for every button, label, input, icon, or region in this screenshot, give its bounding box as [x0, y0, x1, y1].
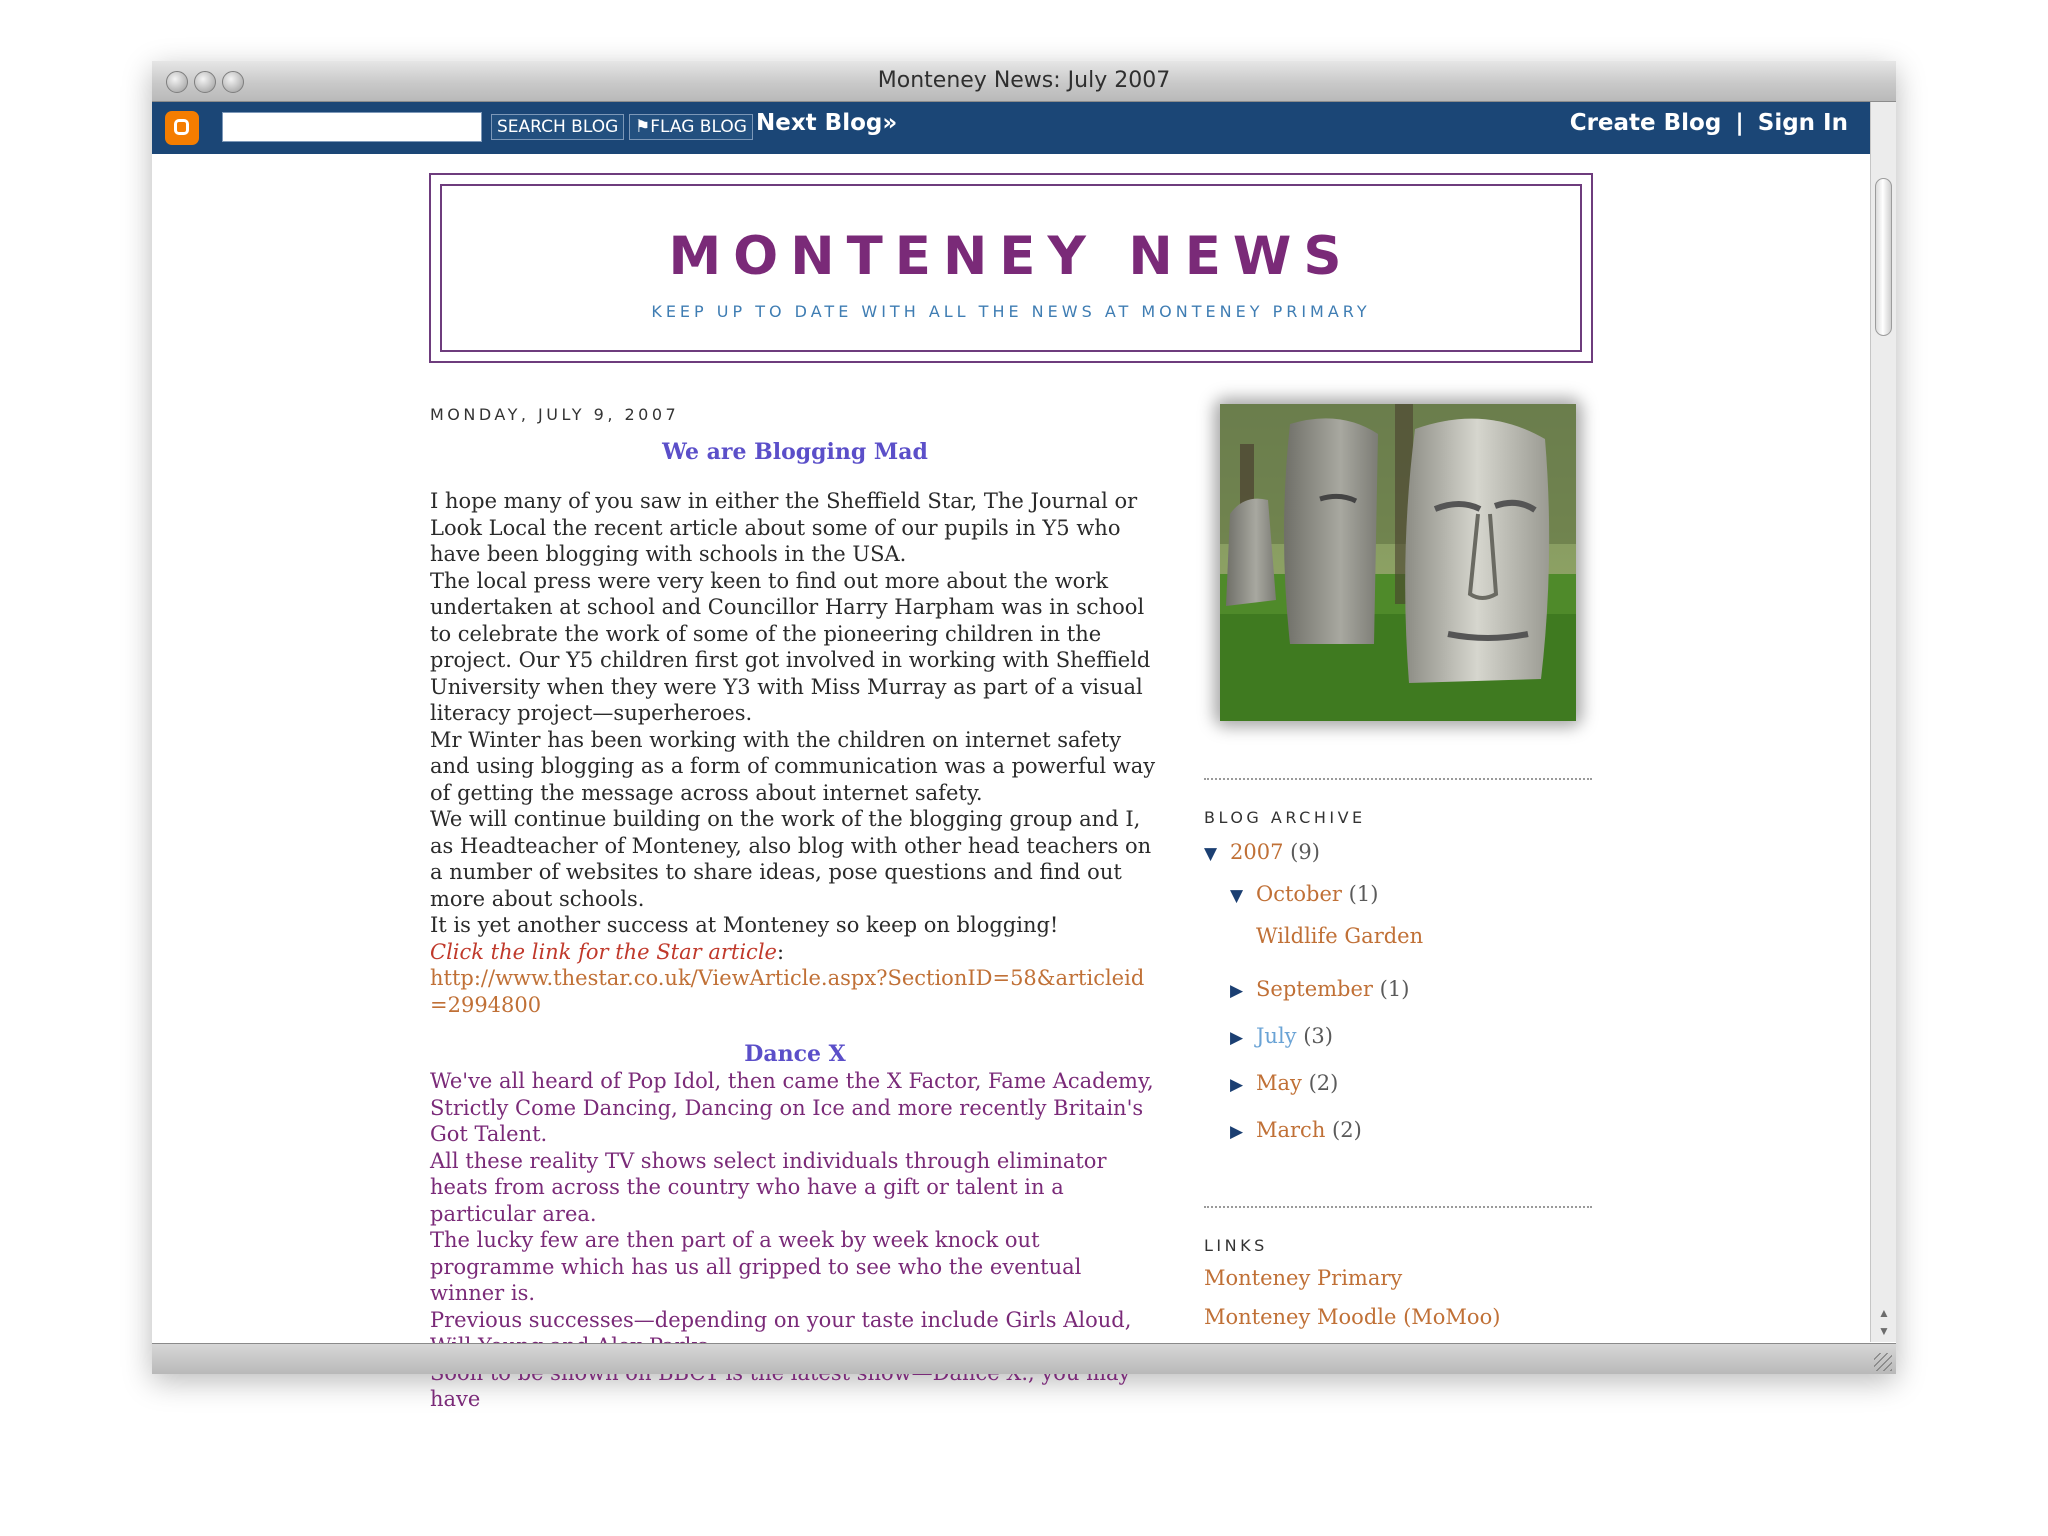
post-paragraph: We've all heard of Pop Idol, then came the X Factor, Fame Academy, Strictly Come Dancing, Dancing on Ice and more recently Britain's Got Talent. [430, 1069, 1154, 1146]
scroll-up-arrow-icon[interactable]: ▲ [1878, 1306, 1890, 1320]
blogger-logo-icon[interactable] [165, 111, 199, 145]
link-monteney-moodle[interactable]: Monteney Moodle (MoMoo) [1204, 1305, 1501, 1329]
sidebar-divider [1204, 778, 1592, 780]
blog-description: KEEP UP TO DATE WITH ALL THE NEWS AT MONTENEY PRIMARY [651, 302, 1371, 321]
post-paragraph: We will continue building on the work of the blogging group and I, as Headteacher of Monteney, also blog with other head teachers on a number of websites to share ideas, pose questions and find out more about schools. [430, 807, 1152, 911]
article-link-prompt-text: Click the link for the Star article [430, 939, 777, 964]
post-paragraph: All these reality TV shows select individuals through eliminator heats from across the country who have a gift or talent in a particular area. [430, 1148, 1107, 1226]
post-paragraph: have [430, 1387, 481, 1411]
archive-month-count: (2) [1332, 1118, 1362, 1142]
blog-header-inner [440, 184, 1582, 352]
archive-month-count: (1) [1348, 882, 1379, 906]
triangle-right-icon[interactable]: ▶ [1230, 981, 1244, 1001]
create-blog-link[interactable]: Create Blog [1569, 110, 1722, 136]
archive-year-label[interactable]: 2007 [1230, 840, 1284, 864]
archive-year-2007[interactable] [1204, 840, 1320, 864]
triangle-down-icon[interactable]: ▼ [1204, 844, 1218, 864]
date-header: MONDAY, JULY 9, 2007 [430, 405, 680, 424]
window-title: Monteney News: July 2007 [877, 68, 1171, 93]
post-paragraph: Mr Winter has been working with the children on internet safety and using blogging as a form of communication was a powerful way of getting the message across about internet safety. [430, 727, 1156, 805]
post-body [430, 488, 1160, 1018]
scroll-down-arrow-icon[interactable]: ▼ [1878, 1324, 1890, 1338]
blog-header [429, 173, 1593, 363]
links-heading: LINKS [1204, 1236, 1268, 1255]
star-article-link[interactable]: http://www.thestar.co.uk/ViewArticle.aspx?SectionID=58&articleid=2994800 [430, 966, 1145, 1017]
archive-month-count: (3) [1303, 1024, 1333, 1048]
archive-month-label[interactable]: October [1256, 882, 1342, 906]
status-bar [152, 1343, 1896, 1374]
flag-icon: ⚑ [635, 117, 651, 137]
navbar-separator: | [1735, 110, 1744, 136]
flag-blog-button[interactable] [629, 114, 753, 140]
resize-grip-icon[interactable] [1874, 1353, 1892, 1371]
post-paragraph: Previous successes—depending on your taste include Girls Aloud, [430, 1307, 1132, 1332]
next-blog-link[interactable]: Next Blog» [756, 110, 898, 136]
archive-month-label[interactable]: September [1256, 977, 1373, 1001]
flag-blog-label: FLAG BLOG [650, 117, 747, 137]
archive-month-may[interactable] [1230, 1071, 1338, 1095]
archive-year-count: (9) [1290, 840, 1320, 864]
archive-month-label[interactable]: March [1256, 1118, 1326, 1142]
triangle-right-icon[interactable]: ▶ [1230, 1075, 1244, 1095]
blog-title[interactable]: MONTENEY NEWS [668, 226, 1354, 287]
main-column [430, 404, 1160, 1413]
page-content [152, 154, 1870, 1411]
stone-heads-photo [1220, 404, 1576, 721]
archive-month-september[interactable] [1230, 977, 1409, 1001]
blog-archive-heading: BLOG ARCHIVE [1204, 808, 1366, 827]
post-paragraph: I hope many of you saw in either the Sheffield Star, The Journal or Look Local the recent article about some of our pupils in Y5 who have been blogging with schools in the USA. [430, 489, 1138, 566]
archive-month-march[interactable] [1230, 1118, 1362, 1142]
archive-month-count: (1) [1379, 977, 1410, 1001]
post-paragraph: The local press were very keen to find out more about the work undertaken at school and Councillor Harry Harpham was in school to celebrate the work of some of the pioneering children in the project. Our Y5 children first got involved in working with Sheffield University when they were Y3 with Miss Murray as part of a visual literacy project—superheroes. [430, 568, 1151, 725]
post-title[interactable]: Dance X [744, 1041, 846, 1067]
post-title[interactable]: We are Blogging Mad [662, 439, 928, 465]
search-blog-button[interactable]: SEARCH BLOG [491, 114, 624, 140]
triangle-down-icon[interactable]: ▼ [1230, 886, 1244, 906]
article-link-prompt [430, 939, 1160, 966]
triangle-right-icon[interactable]: ▶ [1230, 1122, 1244, 1142]
archive-month-july[interactable] [1230, 1024, 1333, 1048]
vertical-scrollbar[interactable] [1870, 102, 1896, 1342]
archive-month-label[interactable]: July [1256, 1024, 1297, 1048]
blogger-navbar [152, 102, 1870, 154]
post-paragraph: It is yet another success at Monteney so keep on blogging! [430, 913, 1059, 937]
post-paragraph: The lucky few are then part of a week by week knock out programme which has us all gripped to see who the eventual winner is. [430, 1228, 1082, 1305]
navbar-account-links [1570, 110, 1848, 136]
blog-search-input[interactable] [222, 112, 482, 142]
sign-in-link[interactable]: Sign In [1757, 110, 1848, 136]
title-bar [152, 61, 1896, 102]
sidebar-divider [1204, 1206, 1592, 1208]
archive-month-label[interactable]: May [1256, 1071, 1302, 1095]
archive-post-wildlife-garden[interactable]: Wildlife Garden [1256, 924, 1424, 948]
triangle-right-icon[interactable]: ▶ [1230, 1028, 1244, 1048]
link-monteney-primary[interactable]: Monteney Primary [1204, 1266, 1403, 1290]
archive-month-october[interactable] [1230, 882, 1378, 906]
article-link-colon: : [776, 939, 785, 964]
scrollbar-thumb[interactable] [1875, 178, 1892, 336]
archive-month-count: (2) [1308, 1071, 1339, 1095]
browser-window [152, 61, 1896, 1411]
stone-heads-image [1220, 404, 1576, 721]
